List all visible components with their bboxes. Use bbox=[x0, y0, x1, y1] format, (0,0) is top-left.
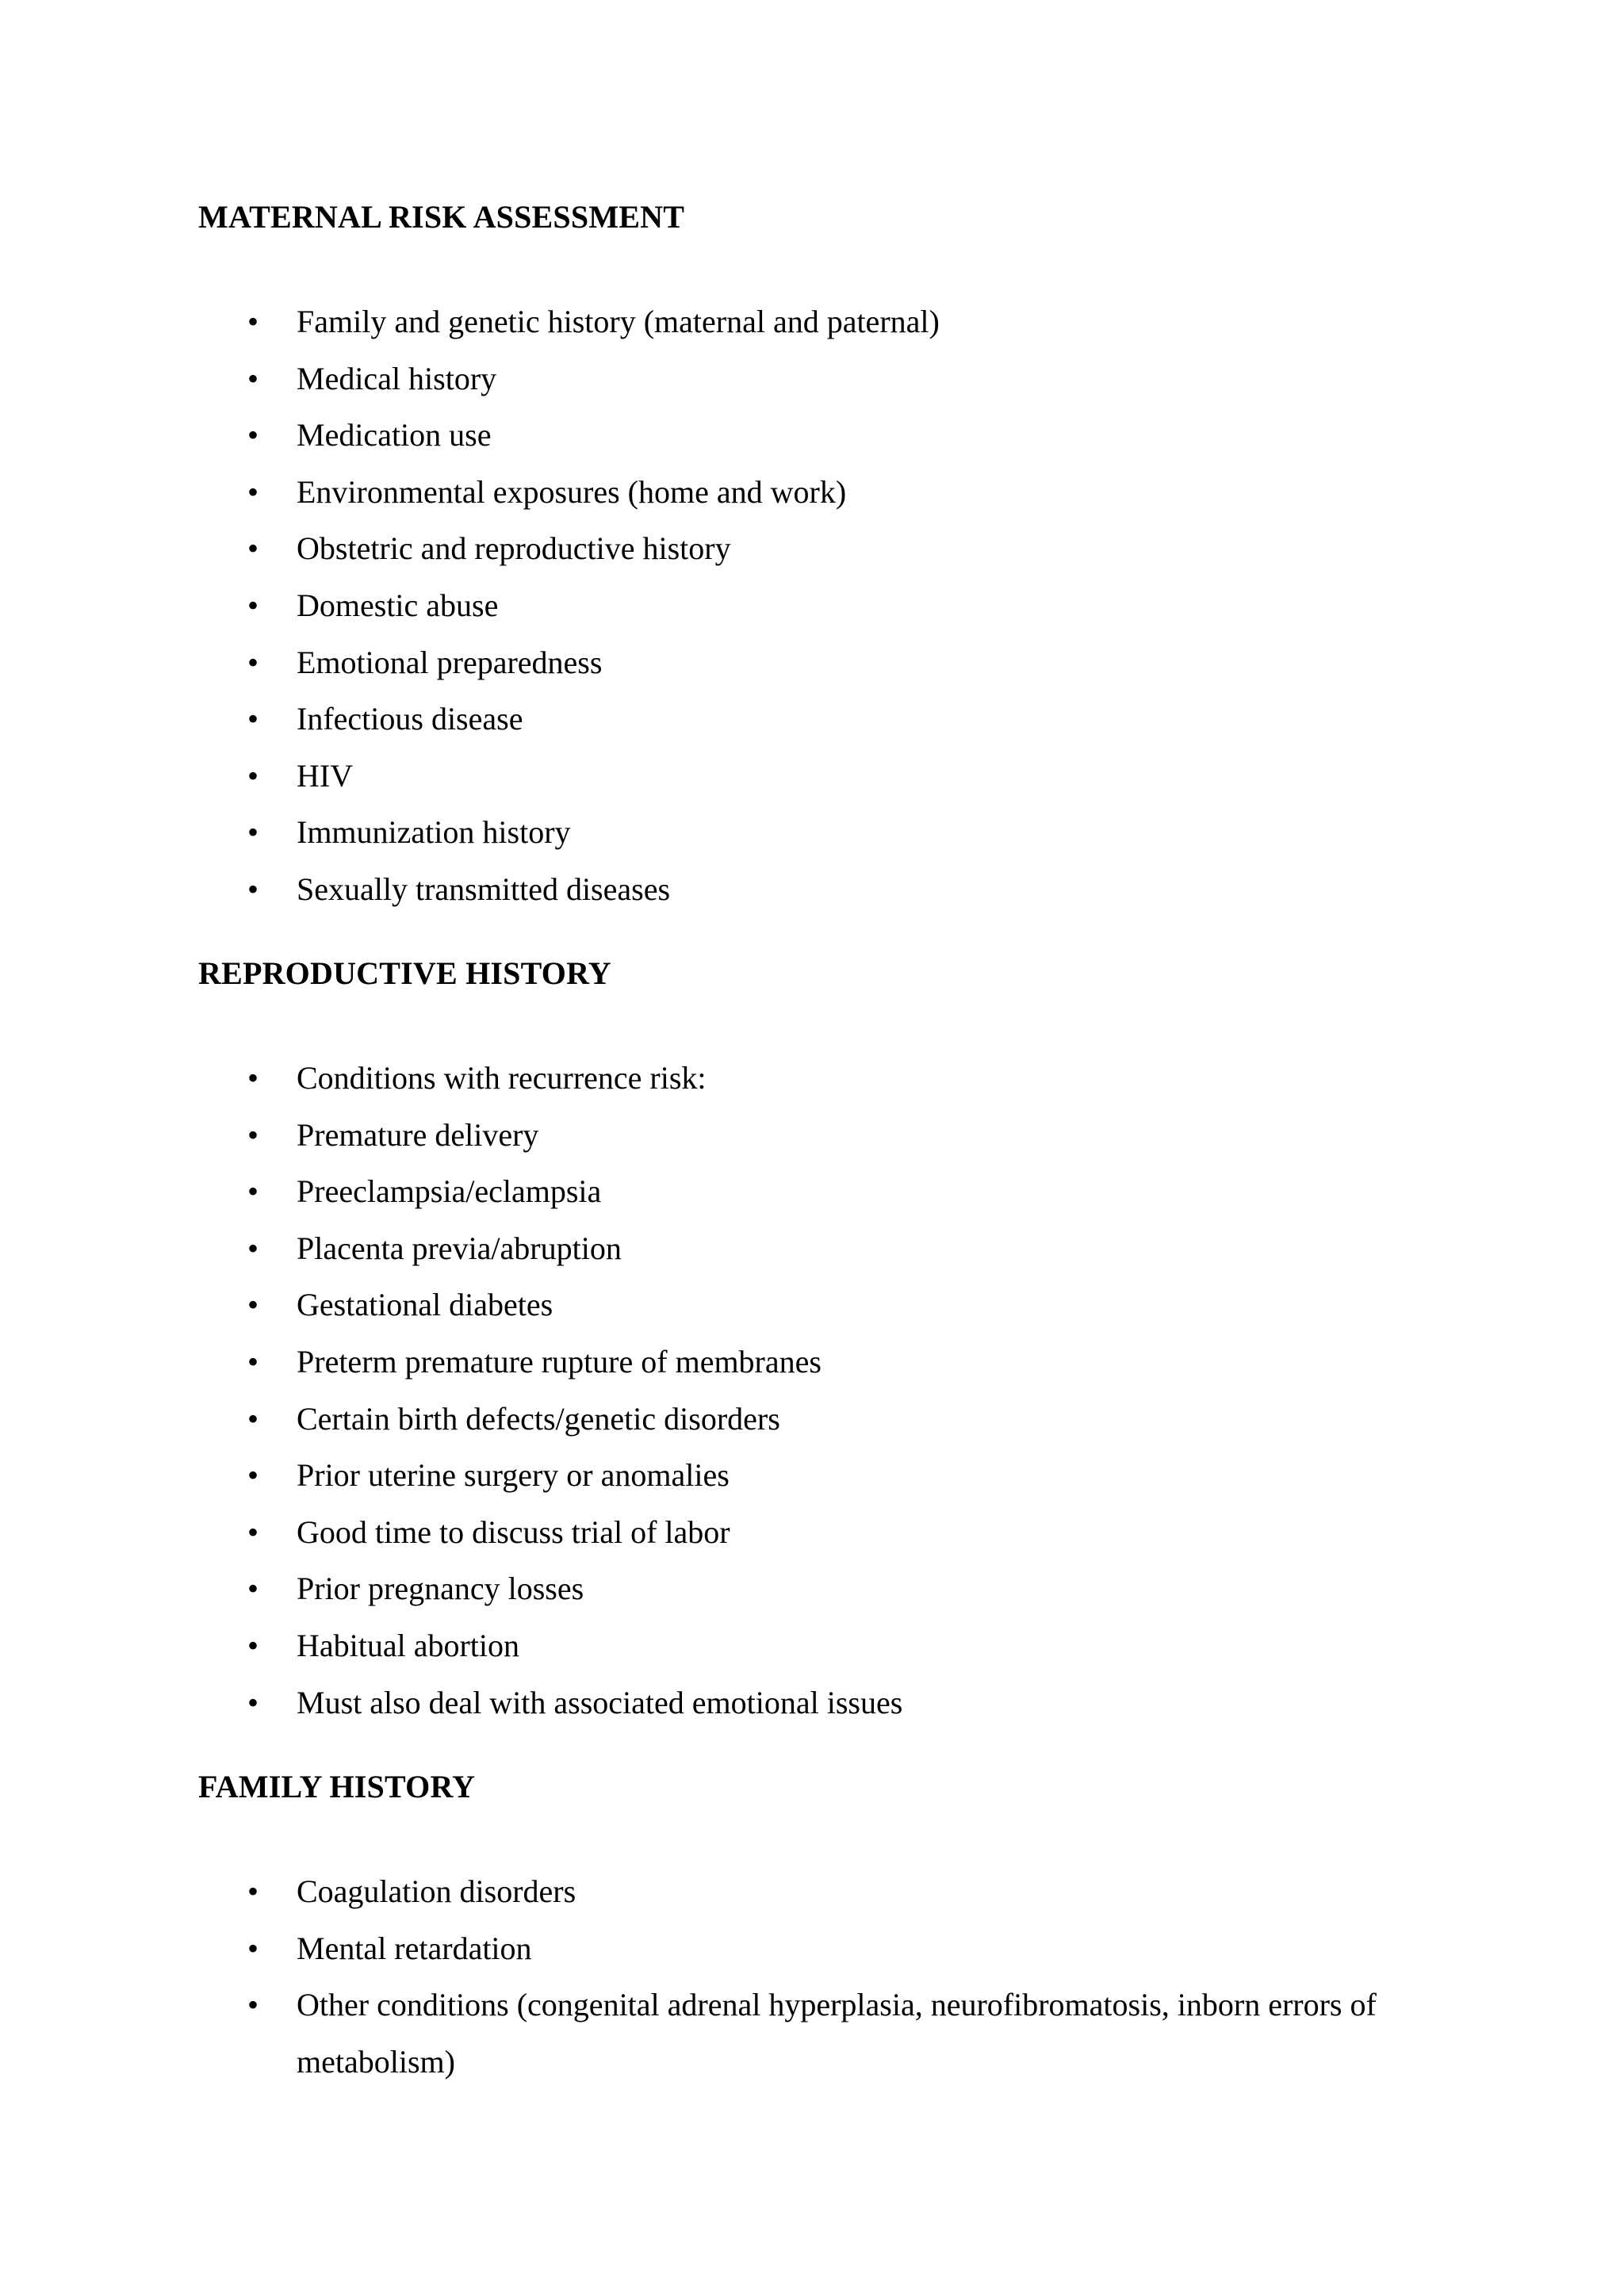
list-item bbox=[198, 1163, 1435, 1220]
section-reproductive-history bbox=[198, 955, 1435, 1731]
list-item-text: Medical history bbox=[297, 360, 497, 396]
bullet-icon: • bbox=[247, 1400, 259, 1437]
list-item bbox=[198, 861, 1435, 918]
bullet-icon: • bbox=[247, 1287, 259, 1323]
bullet-icon: • bbox=[247, 360, 259, 396]
list-item bbox=[198, 577, 1435, 634]
list-item bbox=[198, 634, 1435, 691]
list-item-text: Obstetric and reproductive history bbox=[297, 530, 731, 567]
bullet-list bbox=[198, 1050, 1435, 1731]
list-item bbox=[198, 804, 1435, 861]
list-item-text: Mental retardation bbox=[297, 1930, 532, 1966]
bullet-icon: • bbox=[247, 1627, 259, 1663]
bullet-icon: • bbox=[247, 871, 259, 907]
bullet-list bbox=[198, 1863, 1435, 2090]
list-item bbox=[198, 1220, 1435, 1277]
list-item bbox=[198, 1276, 1435, 1334]
list-item-text: Prior pregnancy losses bbox=[297, 1571, 584, 1607]
bullet-icon: • bbox=[247, 1684, 259, 1720]
list-item bbox=[198, 293, 1435, 350]
list-item-text: Good time to discuss trial of labor bbox=[297, 1513, 730, 1550]
list-item-text: Gestational diabetes bbox=[297, 1287, 553, 1323]
list-item bbox=[198, 1617, 1435, 1674]
list-item-text: Prior uterine surgery or anomalies bbox=[297, 1457, 730, 1494]
bullet-icon: • bbox=[247, 1343, 259, 1380]
section-heading: REPRODUCTIVE HISTORY bbox=[198, 955, 611, 991]
list-item bbox=[198, 1920, 1435, 1977]
list-item-text: Medication use bbox=[297, 417, 492, 453]
list-item bbox=[198, 1560, 1435, 1617]
list-item-text: Other conditions (congenital adrenal hyperplasia, neurofibromatosis, inborn errors of metabolism) bbox=[297, 1987, 1377, 2080]
bullet-icon: • bbox=[247, 1873, 259, 1909]
bullet-icon: • bbox=[247, 1457, 259, 1494]
list-item-text: Conditions with recurrence risk: bbox=[297, 1060, 707, 1096]
bullet-icon: • bbox=[247, 1571, 259, 1607]
bullet-icon: • bbox=[247, 530, 259, 567]
section-heading: MATERNAL RISK ASSESSMENT bbox=[198, 199, 685, 235]
list-item-text: Preeclampsia/eclampsia bbox=[297, 1173, 602, 1210]
bullet-icon: • bbox=[247, 587, 259, 623]
section-family-history bbox=[198, 1768, 1435, 2090]
section-maternal-risk-assessment bbox=[198, 198, 1435, 918]
bullet-list bbox=[198, 293, 1435, 918]
list-item-text: Family and genetic history (maternal and paternal) bbox=[297, 304, 940, 339]
list-item bbox=[198, 1447, 1435, 1504]
list-item-text: Domestic abuse bbox=[297, 587, 499, 623]
bullet-icon: • bbox=[247, 473, 259, 510]
list-item bbox=[198, 1863, 1435, 1920]
list-item bbox=[198, 691, 1435, 748]
list-item-text: Emotional preparedness bbox=[297, 644, 603, 680]
list-item-text: Immunization history bbox=[297, 814, 571, 851]
list-item-text: Certain birth defects/genetic disorders bbox=[297, 1400, 780, 1437]
list-item bbox=[198, 1391, 1435, 1448]
list-item-text: Premature delivery bbox=[297, 1116, 539, 1153]
list-item-text: Coagulation disorders bbox=[297, 1873, 576, 1909]
section-heading: FAMILY HISTORY bbox=[198, 1769, 476, 1804]
list-item bbox=[198, 1107, 1435, 1164]
list-item-text: Must also deal with associated emotional issues bbox=[297, 1684, 903, 1720]
list-item bbox=[198, 1050, 1435, 1107]
list-item bbox=[198, 748, 1435, 805]
bullet-icon: • bbox=[247, 417, 259, 453]
list-item-text: Infectious disease bbox=[297, 701, 523, 737]
list-item bbox=[198, 1504, 1435, 1561]
bullet-icon: • bbox=[247, 701, 259, 737]
bullet-icon: • bbox=[247, 304, 259, 339]
list-item bbox=[198, 350, 1435, 408]
bullet-icon: • bbox=[247, 1930, 259, 1966]
bullet-icon: • bbox=[247, 1173, 259, 1210]
list-item-text: Placenta previa/abruption bbox=[297, 1230, 622, 1266]
list-item bbox=[198, 407, 1435, 464]
list-item-text: Environmental exposures (home and work) bbox=[297, 473, 847, 510]
list-item bbox=[198, 464, 1435, 521]
list-item bbox=[198, 1334, 1435, 1391]
list-item bbox=[198, 1976, 1435, 2090]
list-item-text: Sexually transmitted diseases bbox=[297, 871, 671, 907]
list-item-text: Preterm premature rupture of membranes bbox=[297, 1343, 822, 1380]
bullet-icon: • bbox=[247, 1987, 259, 2023]
bullet-icon: • bbox=[247, 1513, 259, 1550]
list-item-text: HIV bbox=[297, 757, 354, 794]
bullet-icon: • bbox=[247, 757, 259, 794]
bullet-icon: • bbox=[247, 1060, 259, 1096]
list-item bbox=[198, 520, 1435, 577]
bullet-icon: • bbox=[247, 644, 259, 680]
list-item bbox=[198, 1674, 1435, 1732]
bullet-icon: • bbox=[247, 1116, 259, 1153]
bullet-icon: • bbox=[247, 1230, 259, 1266]
bullet-icon: • bbox=[247, 814, 259, 851]
list-item-text: Habitual abortion bbox=[297, 1627, 520, 1663]
